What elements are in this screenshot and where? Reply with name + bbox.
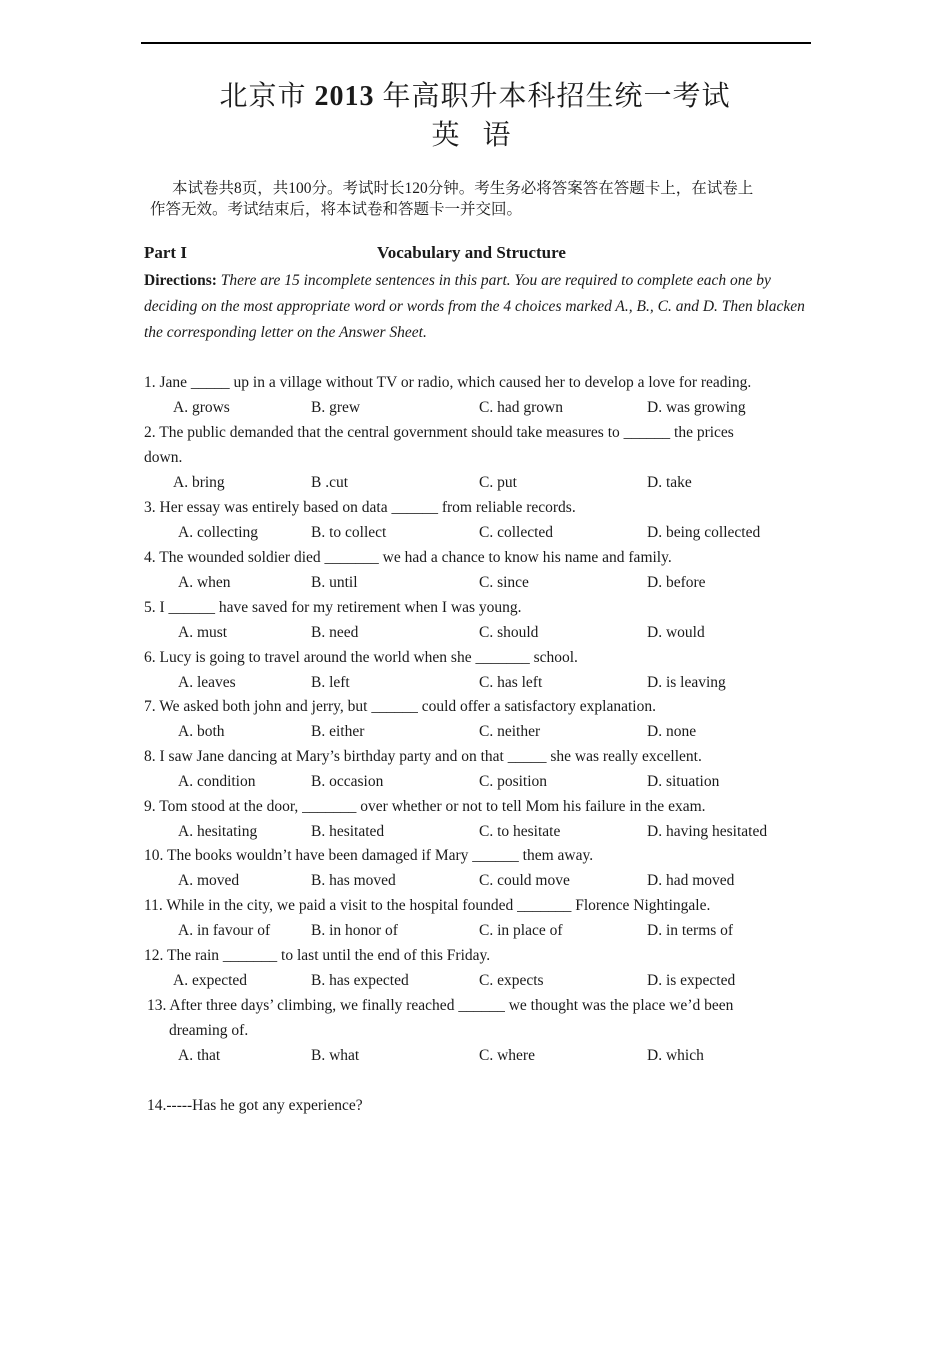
option-b: B. occasion xyxy=(311,773,384,790)
option-b: B. in honor of xyxy=(311,922,398,939)
part-title: Vocabulary and Structure xyxy=(377,243,566,262)
subject-title: 英 语 xyxy=(431,120,519,151)
question-stem: 10. The books wouldn’t have been damaged if Mary ______ them away. xyxy=(144,847,594,864)
question-options xyxy=(0,769,950,794)
question-options xyxy=(0,520,950,545)
option-b: B. has moved xyxy=(311,872,396,889)
option-b: B. has expected xyxy=(311,972,409,989)
question-options xyxy=(0,620,950,645)
option-d: D. having hesitated xyxy=(647,823,768,840)
option-a: A. that xyxy=(178,1047,221,1064)
question-stem: 13. After three days’ climbing, we finally reached ______ we thought was the place we’d been xyxy=(147,997,734,1014)
option-b: B. grew xyxy=(311,399,361,416)
question-options xyxy=(0,719,950,744)
question-options xyxy=(0,470,950,495)
question-stem: 8. I saw Jane dancing at Mary’s birthday party and on that _____ she was really excellent. xyxy=(144,748,702,765)
option-d: D. which xyxy=(647,1047,704,1064)
option-a: A. when xyxy=(178,574,231,591)
option-c: C. position xyxy=(479,773,548,790)
option-b: B .cut xyxy=(311,474,349,491)
question-options xyxy=(0,868,950,893)
directions-text: There are 15 incomplete sentences in this part. You are required to complete each one by deciding on the most appropriate word or words from the 4 choices marked A., B., C. and D. Then blacken the corresponding letter on the Answer Sheet. xyxy=(144,272,805,341)
option-c: C. in place of xyxy=(479,922,563,939)
option-d: D. before xyxy=(647,574,706,591)
option-c: C. could move xyxy=(479,872,570,889)
question-stem-continued: down. xyxy=(144,449,183,466)
part-header xyxy=(144,243,814,263)
option-b: B. either xyxy=(311,723,365,740)
question-stem: 12. The rain _______ to last until the end of this Friday. xyxy=(144,947,491,964)
option-a: A. in favour of xyxy=(178,922,271,939)
question-stem: 11. While in the city, we paid a visit to the hospital founded _______ Florence Nightingale. xyxy=(144,897,711,914)
question-options xyxy=(0,1043,950,1068)
instructions-line-1: 本试卷共8页，共100分。考试时长120分钟。考生务必将答案答在答题卡上，在试卷上 xyxy=(172,180,754,197)
option-c: C. to hesitate xyxy=(479,823,561,840)
question-options xyxy=(0,570,950,595)
question-options xyxy=(0,395,950,420)
question-stem: 4. The wounded soldier died _______ we had a chance to know his name and family. xyxy=(144,549,672,566)
option-c: C. neither xyxy=(479,723,541,740)
title-year: 2013 xyxy=(314,81,375,112)
option-a: A. leaves xyxy=(178,674,236,691)
title-prefix: 北京市 xyxy=(219,81,307,112)
directions-label: Directions: xyxy=(144,272,217,289)
option-a: A. collecting xyxy=(178,524,259,541)
question-stem-continued: dreaming of. xyxy=(169,1022,249,1039)
option-d: D. is leaving xyxy=(647,674,726,691)
option-c: C. collected xyxy=(479,524,554,541)
exam-title xyxy=(0,74,950,114)
option-d: D. take xyxy=(647,474,692,491)
option-c: C. put xyxy=(479,474,517,491)
option-d: D. being collected xyxy=(647,524,761,541)
question-options xyxy=(0,918,950,943)
option-d: D. had moved xyxy=(647,872,735,889)
option-a: A. both xyxy=(178,723,225,740)
option-a: A. must xyxy=(178,624,228,641)
part-label: Part I xyxy=(144,243,187,262)
option-d: D. situation xyxy=(647,773,720,790)
option-d: D. in terms of xyxy=(647,922,734,939)
question-stem: 1. Jane _____ up in a village without TV or radio, which caused her to develop a love for reading. xyxy=(144,374,752,391)
option-a: A. bring xyxy=(173,474,225,491)
option-d: D. was growing xyxy=(647,399,746,416)
question-stem: 9. Tom stood at the door, _______ over whether or not to tell Mom his failure in the exam. xyxy=(144,798,706,815)
option-a: A. expected xyxy=(173,972,248,989)
instructions-line-2: 作答无效。考试结束后，将本试卷和答题卡一并交回。 xyxy=(150,201,523,218)
option-b: B. need xyxy=(311,624,359,641)
option-b: B. until xyxy=(311,574,358,591)
option-b: B. hesitated xyxy=(311,823,385,840)
option-c: C. has left xyxy=(479,674,543,691)
option-b: B. to collect xyxy=(311,524,387,541)
exam-instructions xyxy=(150,178,800,220)
option-a: A. moved xyxy=(178,872,240,889)
directions xyxy=(144,268,812,346)
option-a: A. grows xyxy=(173,399,230,416)
question-stem: 3. Her essay was entirely based on data ______ from reliable records. xyxy=(144,499,576,516)
question-stem: 7. We asked both john and jerry, but ______ could offer a satisfactory explanation. xyxy=(144,698,656,715)
question-options xyxy=(0,968,950,993)
option-b: B. left xyxy=(311,674,350,691)
option-c: C. had grown xyxy=(479,399,563,416)
option-c: C. should xyxy=(479,624,539,641)
option-b: B. what xyxy=(311,1047,360,1064)
question-stem: 14.-----Has he got any experience? xyxy=(147,1097,363,1114)
title-suffix: 年高职升本科招生统一考试 xyxy=(382,81,731,112)
option-c: C. expects xyxy=(479,972,544,989)
option-a: A. condition xyxy=(178,773,256,790)
question-options xyxy=(0,670,950,695)
question-stem: 2. The public demanded that the central government should take measures to ______ the prices xyxy=(144,424,734,441)
top-rule xyxy=(141,42,811,44)
option-d: D. none xyxy=(647,723,697,740)
option-d: D. is expected xyxy=(647,972,736,989)
question-stem: 6. Lucy is going to travel around the world when she _______ school. xyxy=(144,649,578,666)
option-c: C. since xyxy=(479,574,529,591)
question-options xyxy=(0,819,950,844)
option-a: A. hesitating xyxy=(178,823,258,840)
question-stem: 5. I ______ have saved for my retirement when I was young. xyxy=(144,599,522,616)
option-d: D. would xyxy=(647,624,705,641)
option-c: C. where xyxy=(479,1047,535,1064)
